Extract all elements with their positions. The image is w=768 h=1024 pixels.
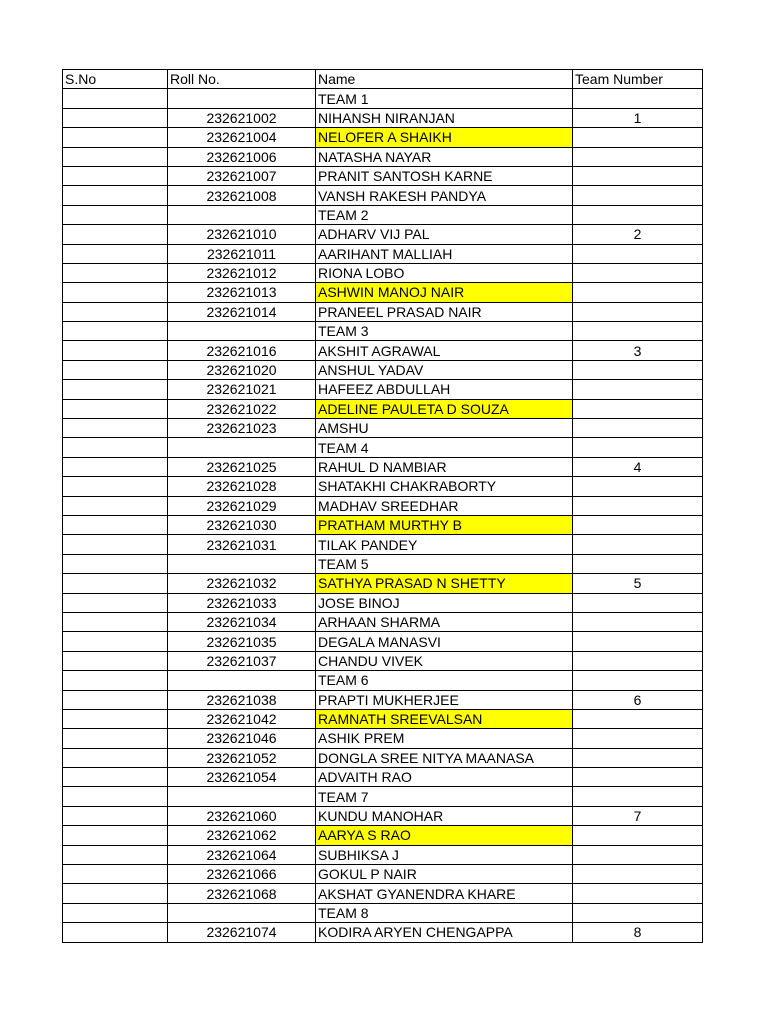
- name-cell: TEAM 7: [316, 787, 573, 806]
- sno-cell: [63, 108, 168, 127]
- sno-cell: [63, 632, 168, 651]
- table-row: [63, 341, 703, 360]
- sno-cell: [63, 923, 168, 942]
- team-number-cell: [573, 496, 703, 515]
- table-row: [63, 438, 703, 457]
- name-cell: DEGALA MANASVI: [316, 632, 573, 651]
- team-number-cell: 1: [573, 108, 703, 127]
- name-cell: TILAK PANDEY: [316, 535, 573, 554]
- name-cell: NATASHA NAYAR: [316, 147, 573, 166]
- team-number-cell: [573, 826, 703, 845]
- team-number-cell: [573, 865, 703, 884]
- table-row: [63, 477, 703, 496]
- roll-no-cell: [168, 89, 316, 108]
- team-number-cell: [573, 554, 703, 573]
- sno-cell: [63, 380, 168, 399]
- table-row: [63, 845, 703, 864]
- roll-no-cell: 232621021: [168, 380, 316, 399]
- sno-cell: [63, 612, 168, 631]
- name-cell: SATHYA PRASAD N SHETTY: [316, 574, 573, 593]
- sno-cell: [63, 748, 168, 767]
- team-number-cell: [573, 593, 703, 612]
- roll-no-cell: [168, 322, 316, 341]
- roll-no-cell: 232621052: [168, 748, 316, 767]
- name-cell: TEAM 1: [316, 89, 573, 108]
- roll-no-cell: 232621037: [168, 651, 316, 670]
- roll-no-cell: [168, 554, 316, 573]
- sno-cell: [63, 147, 168, 166]
- team-number-cell: [573, 787, 703, 806]
- header-team-number: Team Number: [573, 70, 703, 89]
- roll-no-cell: 232621028: [168, 477, 316, 496]
- sno-cell: [63, 457, 168, 476]
- table-row: [63, 283, 703, 302]
- team-number-cell: [573, 186, 703, 205]
- name-cell: ANSHUL YADAV: [316, 360, 573, 379]
- sno-cell: [63, 496, 168, 515]
- table-row: [63, 225, 703, 244]
- team-number-cell: [573, 768, 703, 787]
- name-cell: CHANDU VIVEK: [316, 651, 573, 670]
- table-row: [63, 865, 703, 884]
- sno-cell: [63, 768, 168, 787]
- name-cell: ASHIK PREM: [316, 729, 573, 748]
- team-number-cell: [573, 419, 703, 438]
- table-row: [63, 806, 703, 825]
- roll-no-cell: 232621002: [168, 108, 316, 127]
- table-row: [63, 826, 703, 845]
- team-number-cell: 3: [573, 341, 703, 360]
- team-number-cell: [573, 903, 703, 922]
- sno-cell: [63, 322, 168, 341]
- table-row: [63, 651, 703, 670]
- team-number-cell: [573, 380, 703, 399]
- table-row: [63, 554, 703, 573]
- sno-cell: [63, 806, 168, 825]
- table-row: [63, 380, 703, 399]
- roll-no-cell: 232621010: [168, 225, 316, 244]
- sno-cell: [63, 244, 168, 263]
- team-number-cell: [573, 515, 703, 534]
- roll-no-cell: 232621008: [168, 186, 316, 205]
- name-cell: MADHAV SREEDHAR: [316, 496, 573, 515]
- sno-cell: [63, 826, 168, 845]
- name-cell: AKSHIT AGRAWAL: [316, 341, 573, 360]
- header-name: Name: [316, 70, 573, 89]
- roll-no-cell: 232621007: [168, 166, 316, 185]
- roll-no-cell: 232621042: [168, 709, 316, 728]
- table-row: [63, 612, 703, 631]
- team-number-cell: [573, 671, 703, 690]
- table-row: [63, 244, 703, 263]
- roll-no-cell: 232621034: [168, 612, 316, 631]
- name-cell: NIHANSH NIRANJAN: [316, 108, 573, 127]
- team-number-cell: [573, 166, 703, 185]
- team-number-cell: 4: [573, 457, 703, 476]
- sno-cell: [63, 166, 168, 185]
- roll-no-cell: 232621004: [168, 128, 316, 147]
- table-row: [63, 535, 703, 554]
- team-number-cell: [573, 263, 703, 282]
- sno-cell: [63, 845, 168, 864]
- name-cell: HAFEEZ ABDULLAH: [316, 380, 573, 399]
- team-number-cell: 8: [573, 923, 703, 942]
- table-row: [63, 690, 703, 709]
- roll-no-cell: 232621020: [168, 360, 316, 379]
- table-row: [63, 923, 703, 942]
- name-cell: TEAM 8: [316, 903, 573, 922]
- sno-cell: [63, 360, 168, 379]
- table-row: [63, 787, 703, 806]
- table-row: [63, 496, 703, 515]
- name-cell: JOSE BINOJ: [316, 593, 573, 612]
- roll-no-cell: 232621029: [168, 496, 316, 515]
- sno-cell: [63, 419, 168, 438]
- table-row: [63, 574, 703, 593]
- team-number-cell: 2: [573, 225, 703, 244]
- team-number-cell: [573, 845, 703, 864]
- roll-no-cell: 232621033: [168, 593, 316, 612]
- team-roster-table: [62, 69, 703, 943]
- sno-cell: [63, 283, 168, 302]
- sno-cell: [63, 709, 168, 728]
- team-number-cell: [573, 283, 703, 302]
- table-body: [63, 70, 703, 943]
- name-cell: SHATAKHI CHAKRABORTY: [316, 477, 573, 496]
- sno-cell: [63, 515, 168, 534]
- sno-cell: [63, 205, 168, 224]
- table-row: [63, 89, 703, 108]
- table-row: [63, 399, 703, 418]
- table-row: [63, 884, 703, 903]
- roll-no-cell: 232621031: [168, 535, 316, 554]
- name-cell: VANSH RAKESH PANDYA: [316, 186, 573, 205]
- sno-cell: [63, 884, 168, 903]
- sno-cell: [63, 128, 168, 147]
- sno-cell: [63, 186, 168, 205]
- sno-cell: [63, 593, 168, 612]
- sno-cell: [63, 574, 168, 593]
- roll-no-cell: 232621068: [168, 884, 316, 903]
- sno-cell: [63, 302, 168, 321]
- name-cell: KUNDU MANOHAR: [316, 806, 573, 825]
- team-number-cell: [573, 651, 703, 670]
- sno-cell: [63, 89, 168, 108]
- header-roll-no: Roll No.: [168, 70, 316, 89]
- team-number-cell: [573, 244, 703, 263]
- team-number-cell: [573, 535, 703, 554]
- sno-cell: [63, 399, 168, 418]
- name-cell: TEAM 3: [316, 322, 573, 341]
- name-cell: ADVAITH RAO: [316, 768, 573, 787]
- sno-cell: [63, 787, 168, 806]
- table-row: [63, 322, 703, 341]
- roll-no-cell: 232621014: [168, 302, 316, 321]
- sno-cell: [63, 729, 168, 748]
- table-row: [63, 108, 703, 127]
- roll-no-cell: 232621064: [168, 845, 316, 864]
- name-cell: RAMNATH SREEVALSAN: [316, 709, 573, 728]
- table-row: [63, 593, 703, 612]
- sno-cell: [63, 477, 168, 496]
- table-row: [63, 729, 703, 748]
- table-row: [63, 903, 703, 922]
- table-row: [63, 166, 703, 185]
- name-cell: TEAM 5: [316, 554, 573, 573]
- roll-no-cell: 232621038: [168, 690, 316, 709]
- roll-no-cell: 232621074: [168, 923, 316, 942]
- team-number-cell: [573, 128, 703, 147]
- team-number-cell: [573, 748, 703, 767]
- name-cell: DONGLA SREE NITYA MAANASA: [316, 748, 573, 767]
- name-cell: NELOFER A SHAIKH: [316, 128, 573, 147]
- name-cell: AKSHAT GYANENDRA KHARE: [316, 884, 573, 903]
- team-number-cell: [573, 477, 703, 496]
- team-number-cell: 6: [573, 690, 703, 709]
- roll-no-cell: 232621013: [168, 283, 316, 302]
- roll-no-cell: [168, 205, 316, 224]
- sno-cell: [63, 438, 168, 457]
- name-cell: SUBHIKSA J: [316, 845, 573, 864]
- table-row: [63, 128, 703, 147]
- team-number-cell: [573, 205, 703, 224]
- roll-no-cell: 232621062: [168, 826, 316, 845]
- roll-no-cell: 232621032: [168, 574, 316, 593]
- table-row: [63, 768, 703, 787]
- name-cell: AARYA S RAO: [316, 826, 573, 845]
- roll-no-cell: 232621066: [168, 865, 316, 884]
- roll-no-cell: [168, 787, 316, 806]
- sno-cell: [63, 651, 168, 670]
- roll-no-cell: 232621060: [168, 806, 316, 825]
- table-row: [63, 632, 703, 651]
- table-row: [63, 671, 703, 690]
- roll-no-cell: 232621012: [168, 263, 316, 282]
- sno-cell: [63, 865, 168, 884]
- table-row: [63, 419, 703, 438]
- name-cell: RIONA LOBO: [316, 263, 573, 282]
- team-number-cell: [573, 302, 703, 321]
- roll-no-cell: 232621016: [168, 341, 316, 360]
- team-number-cell: [573, 147, 703, 166]
- roll-no-cell: [168, 671, 316, 690]
- team-number-cell: [573, 632, 703, 651]
- roll-no-cell: 232621022: [168, 399, 316, 418]
- name-cell: TEAM 2: [316, 205, 573, 224]
- table-row: [63, 186, 703, 205]
- team-number-cell: [573, 729, 703, 748]
- table-row: [63, 205, 703, 224]
- name-cell: PRAPTI MUKHERJEE: [316, 690, 573, 709]
- roll-no-cell: 232621030: [168, 515, 316, 534]
- sno-cell: [63, 690, 168, 709]
- table-row: [63, 147, 703, 166]
- table-row: [63, 263, 703, 282]
- name-cell: AMSHU: [316, 419, 573, 438]
- sno-cell: [63, 263, 168, 282]
- sno-cell: [63, 554, 168, 573]
- name-cell: TEAM 4: [316, 438, 573, 457]
- name-cell: KODIRA ARYEN CHENGAPPA: [316, 923, 573, 942]
- roll-no-cell: 232621011: [168, 244, 316, 263]
- name-cell: AARIHANT MALLIAH: [316, 244, 573, 263]
- team-number-cell: [573, 399, 703, 418]
- roll-no-cell: 232621035: [168, 632, 316, 651]
- header-row: [63, 70, 703, 89]
- roll-no-cell: 232621054: [168, 768, 316, 787]
- roll-no-cell: 232621046: [168, 729, 316, 748]
- name-cell: TEAM 6: [316, 671, 573, 690]
- table-row: [63, 360, 703, 379]
- sno-cell: [63, 535, 168, 554]
- roll-no-cell: 232621006: [168, 147, 316, 166]
- name-cell: PRANIT SANTOSH KARNE: [316, 166, 573, 185]
- name-cell: ADHARV VIJ PAL: [316, 225, 573, 244]
- team-number-cell: [573, 438, 703, 457]
- sno-cell: [63, 671, 168, 690]
- sno-cell: [63, 225, 168, 244]
- name-cell: ADELINE PAULETA D SOUZA: [316, 399, 573, 418]
- sno-cell: [63, 341, 168, 360]
- table-row: [63, 302, 703, 321]
- table-row: [63, 457, 703, 476]
- team-number-cell: [573, 612, 703, 631]
- table-row: [63, 515, 703, 534]
- team-number-cell: 5: [573, 574, 703, 593]
- table-row: [63, 748, 703, 767]
- team-number-cell: 7: [573, 806, 703, 825]
- team-number-cell: [573, 89, 703, 108]
- roll-no-cell: 232621025: [168, 457, 316, 476]
- name-cell: PRATHAM MURTHY B: [316, 515, 573, 534]
- name-cell: GOKUL P NAIR: [316, 865, 573, 884]
- name-cell: RAHUL D NAMBIAR: [316, 457, 573, 476]
- name-cell: ARHAAN SHARMA: [316, 612, 573, 631]
- team-number-cell: [573, 884, 703, 903]
- sno-cell: [63, 903, 168, 922]
- header-sno: S.No: [63, 70, 168, 89]
- name-cell: PRANEEL PRASAD NAIR: [316, 302, 573, 321]
- table-row: [63, 709, 703, 728]
- team-number-cell: [573, 322, 703, 341]
- roll-no-cell: 232621023: [168, 419, 316, 438]
- roll-no-cell: [168, 438, 316, 457]
- team-number-cell: [573, 709, 703, 728]
- roll-no-cell: [168, 903, 316, 922]
- team-number-cell: [573, 360, 703, 379]
- name-cell: ASHWIN MANOJ NAIR: [316, 283, 573, 302]
